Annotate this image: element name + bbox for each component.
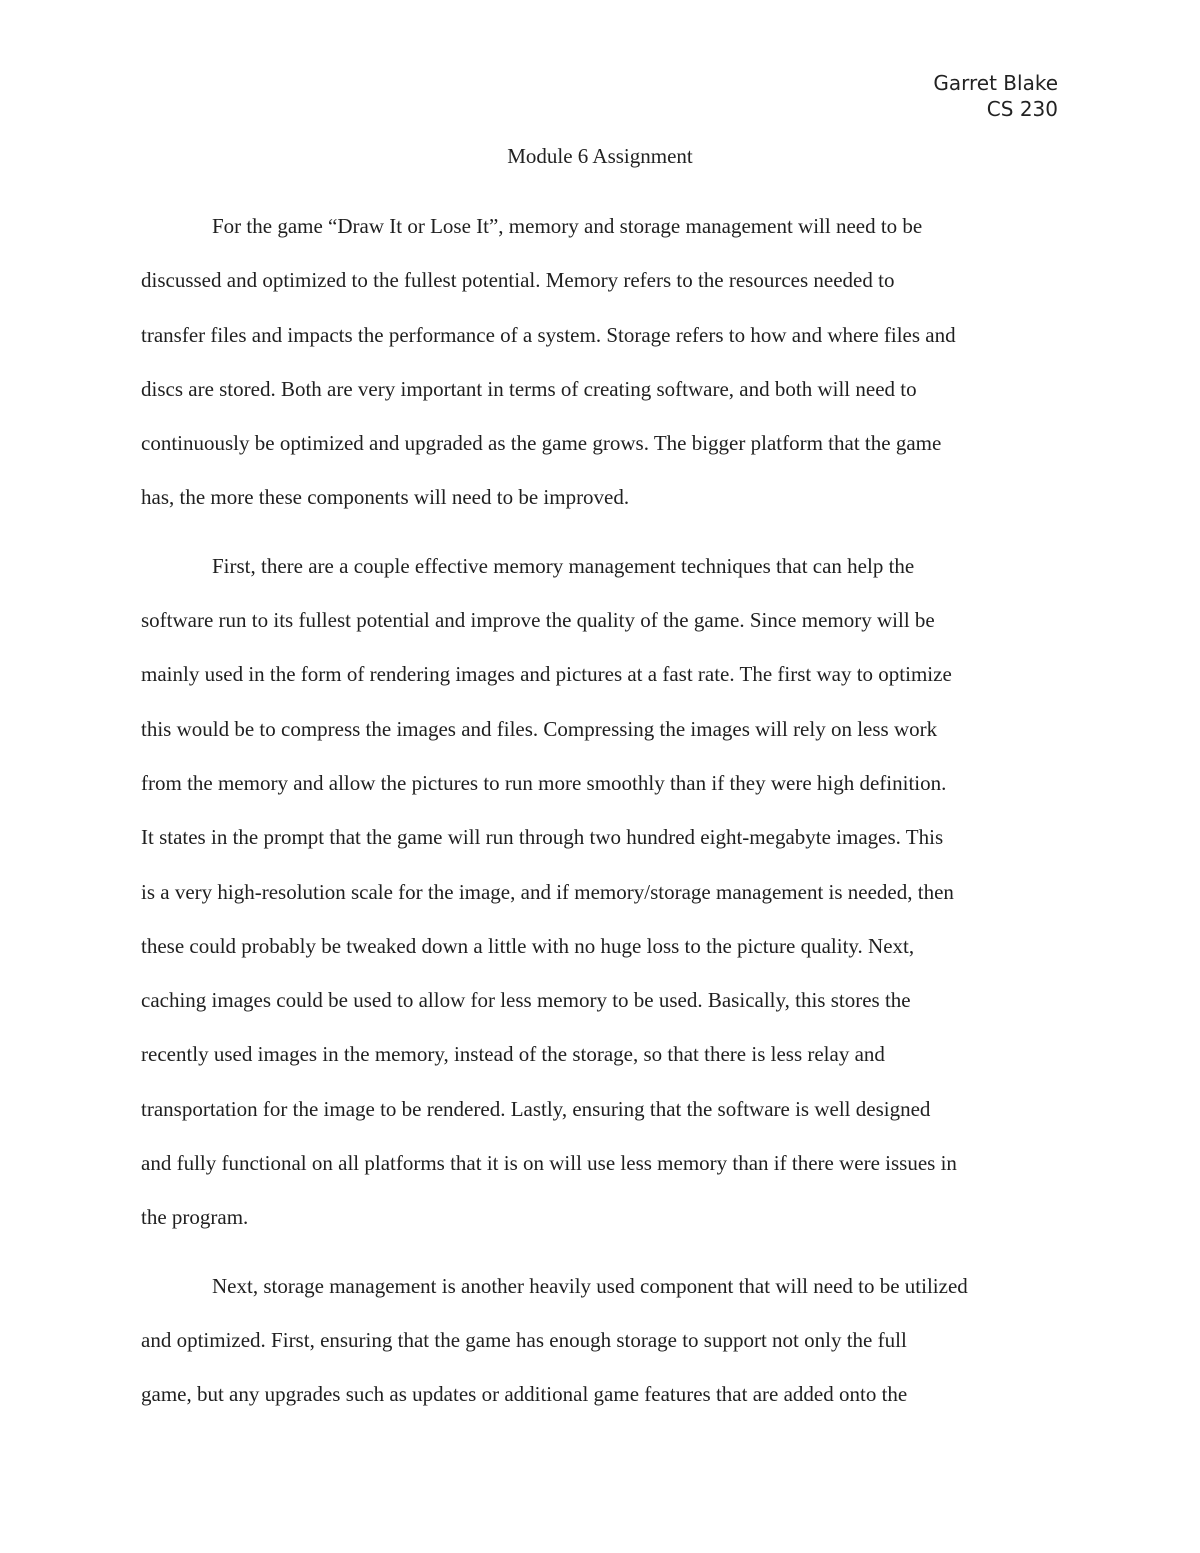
course-code: CS 230 xyxy=(986,97,1058,121)
paragraph-line: transfer files and impacts the performance of a system. Storage refers to how and where files and xyxy=(141,322,956,347)
paragraph-line: is a very high-resolution scale for the image, and if memory/storage management is needed, then xyxy=(141,879,954,904)
author-name: Garret Blake xyxy=(933,71,1058,95)
document-title: Module 6 Assignment xyxy=(507,144,693,168)
paragraph-line: software run to its fullest potential and improve the quality of the game. Since memory will be xyxy=(141,608,935,633)
paragraph-line: It states in the prompt that the game will run through two hundred eight-megabyte images. This xyxy=(141,825,944,850)
paragraph-line: First, there are a couple effective memory management techniques that can help the xyxy=(212,553,915,578)
document-header xyxy=(933,70,1058,122)
paragraph-line: has, the more these components will need to be improved. xyxy=(141,485,630,510)
paragraph xyxy=(141,206,1061,532)
paragraph-line: continuously be optimized and upgraded as the game grows. The bigger platform that the game xyxy=(141,431,942,456)
document-body xyxy=(141,206,1061,1429)
paragraph-line: these could probably be tweaked down a little with no huge loss to the picture quality. Next, xyxy=(141,933,915,958)
paragraph-line: and optimized. First, ensuring that the game has enough storage to support not only the full xyxy=(141,1327,907,1352)
paragraph-line: mainly used in the form of rendering images and pictures at a fast rate. The first way to optimize xyxy=(141,662,952,687)
paragraph-line: transportation for the image to be rendered. Lastly, ensuring that the software is well designed xyxy=(141,1096,931,1121)
paragraph-line: discussed and optimized to the fullest potential. Memory refers to the resources needed to xyxy=(141,268,895,293)
paragraph xyxy=(141,1266,1061,1429)
paragraph-line: the program. xyxy=(141,1205,249,1230)
paragraph xyxy=(141,546,1061,1252)
paragraph-line: For the game “Draw It or Lose It”, memory and storage management will need to be xyxy=(212,214,923,238)
paragraph-line: this would be to compress the images and files. Compressing the images will rely on less work xyxy=(141,716,938,741)
paragraph-line: recently used images in the memory, instead of the storage, so that there is less relay and xyxy=(141,1042,885,1067)
paragraph-line: and fully functional on all platforms that it is on will use less memory than if there were issues in xyxy=(141,1151,957,1176)
paragraph-line: Next, storage management is another heavily used component that will need to be utilized xyxy=(212,1273,968,1298)
paragraph-line: caching images could be used to allow for less memory to be used. Basically, this stores the xyxy=(141,988,911,1013)
paragraph-line: game, but any upgrades such as updates or additional game features that are added onto the xyxy=(141,1382,908,1407)
paragraph-line: discs are stored. Both are very important in terms of creating software, and both will need to xyxy=(141,376,917,401)
paragraph-line: from the memory and allow the pictures to run more smoothly than if they were high definition. xyxy=(141,770,947,795)
